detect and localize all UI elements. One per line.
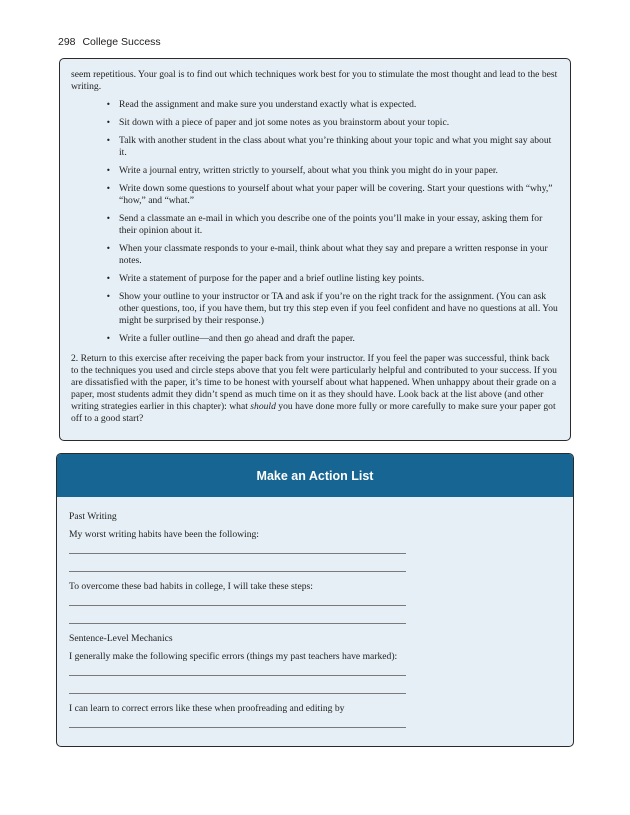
- list-item: • Send a classmate an e-mail in which you describe one of the points you’ll make in your essay, asking them for their opinion about it.: [106, 213, 543, 236]
- book-title: College Success: [82, 36, 161, 48]
- past-writing-heading: Past Writing: [69, 511, 117, 522]
- bullet-icon: •: [106, 136, 111, 145]
- bullet-icon: •: [106, 166, 111, 175]
- list-item: • When your classmate responds to your e-mail, think about what they say and prepare a written response in your notes.: [106, 243, 548, 266]
- action-list-title: Make an Action List: [57, 454, 573, 497]
- bullet-icon: •: [106, 334, 111, 343]
- bullet-icon: •: [106, 184, 111, 193]
- exercise-step-2: 2. Return to this exercise after receiving the paper back from your instructor. If you feel the paper was successful, think back to the techniques you used and circle steps above that you felt were particularly helpful and contributed to your success. If you are dissatisfied with the paper, it’s time to be honest with yourself about what happened. When unhappy about their grade on a paper, most students admit they didn’t spend as much time on it as they should have. Look back at the list above (and other writing strategies earlier in this chapter): what should you have done more fully or more carefully to make sure your paper got off to a good start?: [71, 353, 557, 424]
- list-item: • Write down some questions to yourself about what your paper will be covering. Start your questions with “why,” “how,” and “what.”: [106, 183, 553, 206]
- answer-line[interactable]: [69, 693, 406, 694]
- action-list-box: [56, 453, 574, 747]
- page-header: [58, 36, 161, 48]
- exercise-intro: seem repetitious. Your goal is to find out which techniques work best for you to stimulate the most thought and lead to the best writing.: [71, 69, 558, 92]
- bullet-icon: •: [106, 244, 111, 253]
- answer-line[interactable]: [69, 605, 406, 606]
- list-item: • Talk with another student in the class about what you’re thinking about your topic and what you might say about it.: [106, 135, 552, 158]
- mechanics-heading: Sentence-Level Mechanics: [69, 633, 173, 644]
- bullet-icon: •: [106, 118, 111, 127]
- list-item: • Sit down with a piece of paper and jot some notes as you brainstorm about your topic.: [106, 117, 450, 128]
- answer-line[interactable]: [69, 571, 406, 572]
- worst-habits-prompt: My worst writing habits have been the following:: [69, 529, 259, 540]
- overcome-prompt: To overcome these bad habits in college, I will take these steps:: [69, 581, 313, 592]
- list-item: • Write a fuller outline—and then go ahead and draft the paper.: [106, 333, 355, 344]
- bullet-icon: •: [106, 292, 111, 301]
- bullet-icon: •: [106, 274, 111, 283]
- list-item: • Write a statement of purpose for the paper and a brief outline listing key points.: [106, 273, 425, 284]
- emphasis-should: should: [250, 401, 276, 412]
- list-item: • Read the assignment and make sure you understand exactly what is expected.: [106, 99, 417, 110]
- answer-line[interactable]: [69, 675, 406, 676]
- exercise-box: [59, 58, 571, 441]
- page-number: 298: [58, 36, 76, 48]
- technique-list: [71, 99, 559, 345]
- errors-prompt: I generally make the following specific errors (things my past teachers have marked):: [69, 651, 398, 662]
- correct-prompt: I can learn to correct errors like these when proofreading and editing by: [69, 703, 345, 714]
- list-item: • Show your outline to your instructor or TA and ask if you’re on the right track for the assignment. (You can ask other questions, too, if you have them, but try this step even if you feel confident and have no questions at all. You might be surprised by their response.): [106, 291, 558, 326]
- answer-line[interactable]: [69, 727, 406, 728]
- answer-line[interactable]: [69, 553, 406, 554]
- bullet-icon: •: [106, 214, 111, 223]
- bullet-icon: •: [106, 100, 111, 109]
- answer-line[interactable]: [69, 623, 406, 624]
- list-item: • Write a journal entry, written strictly to yourself, about what you think you might do in your paper.: [106, 165, 498, 176]
